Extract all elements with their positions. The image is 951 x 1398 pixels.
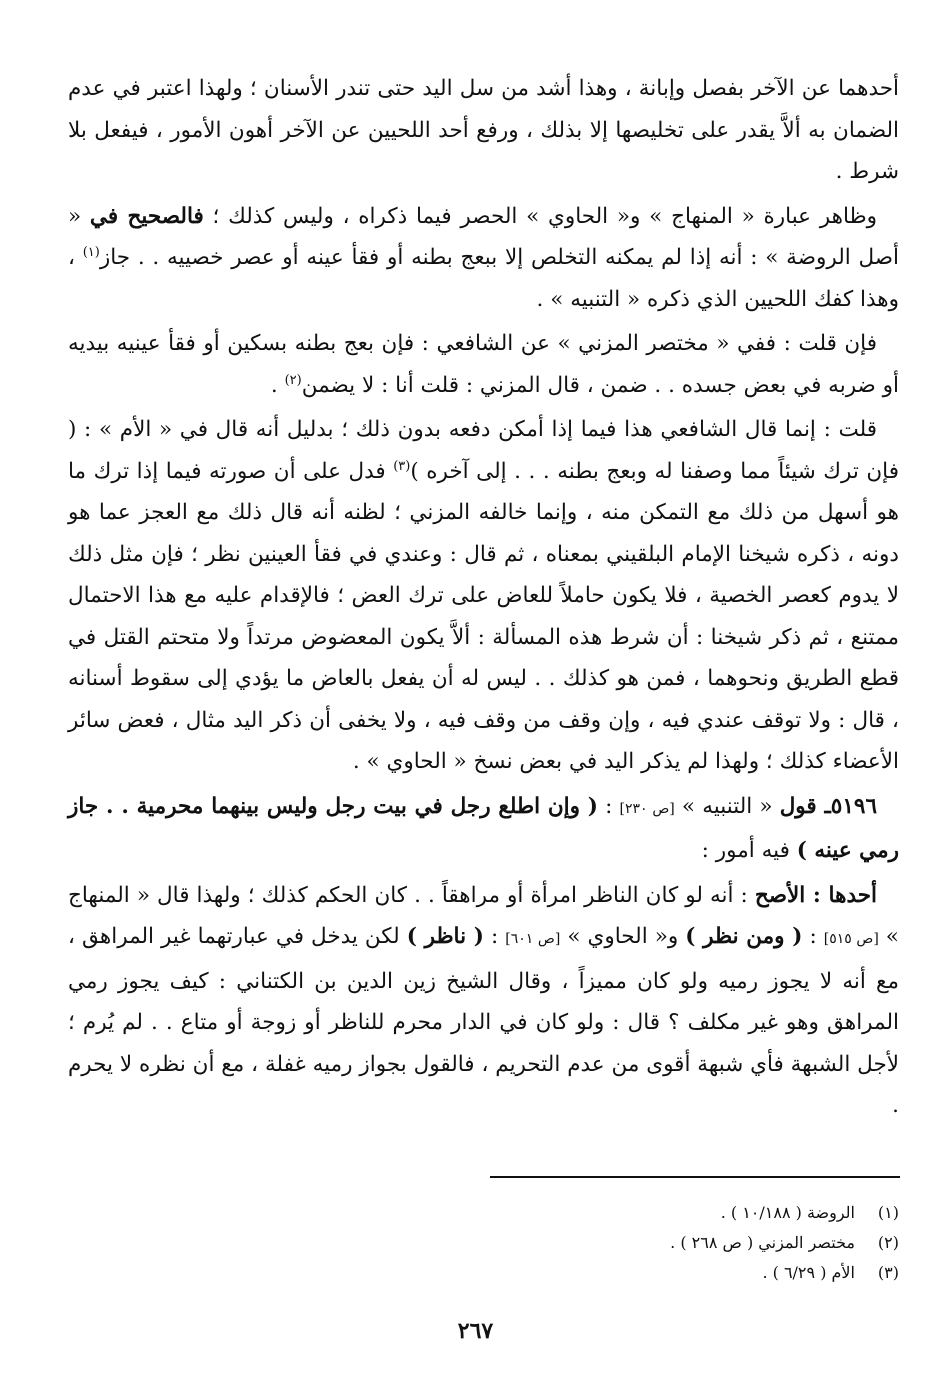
text-segment: : xyxy=(597,793,620,819)
footnote-number: (١) xyxy=(877,1203,899,1222)
paragraph xyxy=(68,323,899,406)
paragraph xyxy=(68,786,899,872)
text-segment: : أنه لو كان الناظر امرأة أو مراهقاً . . كان الحكم كذلك ؛ ولهذا قال « المنهاج » xyxy=(68,882,899,949)
bold-text: ( وإن اطلع رجل في بيت رجل وليس بينهما محرمية . . جاز رمي عينه ) xyxy=(68,793,899,863)
text-segment: « التنبيه » xyxy=(674,793,780,819)
text-segment: . xyxy=(270,372,285,398)
text-segment: [ص ٦٠١] xyxy=(505,931,561,947)
paragraph xyxy=(68,409,899,783)
footnote-text: الروضة ( ١٠/١٨٨ ) . xyxy=(720,1203,855,1222)
footnote-separator xyxy=(490,1176,900,1178)
text-segment: [ص ٢٣٠] xyxy=(619,800,675,817)
footnotes xyxy=(479,1198,899,1288)
footnote-marker: (٢) xyxy=(284,372,302,388)
text-segment: [ص ٥١٥] xyxy=(823,931,879,947)
text-segment: لكن يدخل في عبارتهما غير المراهق ، مع أنه لا يجوز رميه ولو كان مميزاً ، وقال الشيخ زين الدين بن الكتناني : كيف يجوز رمي المراهق وهو غير مكلف ؟ قال : ولو كان في الدار محرم للناظر أو زوجة أو متاع . . لم يُرم ؛ لأجل الشبهة فأي شبهة أقوى من عدم التحريم ، فالقول بجواز رميه غفلة ، مع أن نظره لا يحرم . xyxy=(68,924,899,1118)
footnote-marker: (١) xyxy=(82,244,100,260)
paragraph xyxy=(68,196,899,321)
footnote-text: مختصر المزني ( ص ٢٦٨ ) . xyxy=(670,1233,855,1252)
page-number: ٢٦٧ xyxy=(457,1318,494,1344)
text-segment: قلت : إنما قال الشافعي هذا فيما إذا أمكن دفعه بدون ذلك ؛ بدليل أنه قال في « الأم » : ( فإن ترك شيئاً مما وصفنا له وبعج بطنه . . . إلى آخره ) xyxy=(68,417,899,484)
bold-text: ( ومن نظر ) xyxy=(685,924,803,949)
bold-text: ( ناظر ) xyxy=(406,924,484,949)
footnote-text: الأم ( ٦/٢٩ ) . xyxy=(762,1263,855,1282)
footnote xyxy=(479,1198,899,1228)
text-segment: أحدهما عن الآخر بفصل وإبانة ، وهذا أشد من سل اليد حتى تندر الأسنان ؛ ولهذا اعتبر في عدم الضمان به ألاَّ يقدر على تخليصها إلا بذلك ، ورفع أحد اللحيين عن الآخر أهون الأمور ، فيفعل بلا شرط . xyxy=(68,76,899,184)
footnote xyxy=(479,1258,899,1288)
text-segment: فدل على أن صورته فيما إذا ترك ما هو أسهل من ذلك مع التمكن منه ، وإنما خالفه المزني ؛ لظنه أنه قال ذلك مع العجز عما هو دونه ، ذكره شيخنا الإمام البلقيني بمعناه ، ثم قال : وعندي في فقأ العينين نظر ؛ فإن مثل ذلك لا يدوم كعصر الخصية ، فلا يكون حاملاً للعاض على ترك العض ؛ فالإقدام عليه مع هذا الاحتمال ممتنع ، ثم ذكر شيخنا : أن شرط هذه المسألة : ألاَّ يكون المعضوض مرتداً ولا متحتم القتل في قطع الطريق ونحوهما ، فمن هو كذلك . . ليس له أن يفعل بالعاض ما يؤدي إلى سقوط أسنانه ، قال : ولا توقف عندي فيه ، وإن وقف من وقف فيه ، ولا يخفى أن ذكر اليد مثال ، فعض سائر الأعضاء كذلك ؛ ولهذا لم يذكر اليد في بعض نسخ « الحاوي » . xyxy=(68,458,899,774)
text-segment: « أصل الروضة » : أنه إذا لم يمكنه التخلص إلا ببعج بطنه أو فقأ عينه أو عصر خصييه . . جاز xyxy=(68,203,899,270)
footnote-number: (٢) xyxy=(877,1233,899,1252)
main-text xyxy=(68,68,899,1130)
text-segment: ، وهذا كفك اللحيين الذي ذكره « التنبيه » . xyxy=(68,245,899,312)
text-segment: : xyxy=(802,924,824,949)
text-segment: و« الحاوي » xyxy=(560,924,686,949)
text-segment: فيه أمور : xyxy=(701,838,797,863)
text-segment: وظاهر عبارة « المنهاج » و« الحاوي » الحصر فيما ذكراه ، وليس كذلك ؛ xyxy=(203,203,877,229)
paragraph xyxy=(68,875,899,1127)
text-segment: فإن قلت : ففي « مختصر المزني » عن الشافعي : فإن بعج بطنه بسكين أو فقأ عينيه بيديه أو ضربه في بعض جسده . . ضمن ، قال المزني : قلت أنا : لا يضمن xyxy=(68,331,899,398)
text-segment: : xyxy=(483,924,506,949)
bold-text: ٥١٩٦ـ قول xyxy=(779,793,877,819)
footnote-marker: (٣) xyxy=(393,458,411,474)
footnote xyxy=(479,1228,899,1258)
footnote-number: (٣) xyxy=(877,1263,899,1282)
bold-text: فالصحيح في xyxy=(89,203,204,229)
bold-text: أحدها : الأصح xyxy=(754,882,877,908)
paragraph xyxy=(68,68,899,193)
